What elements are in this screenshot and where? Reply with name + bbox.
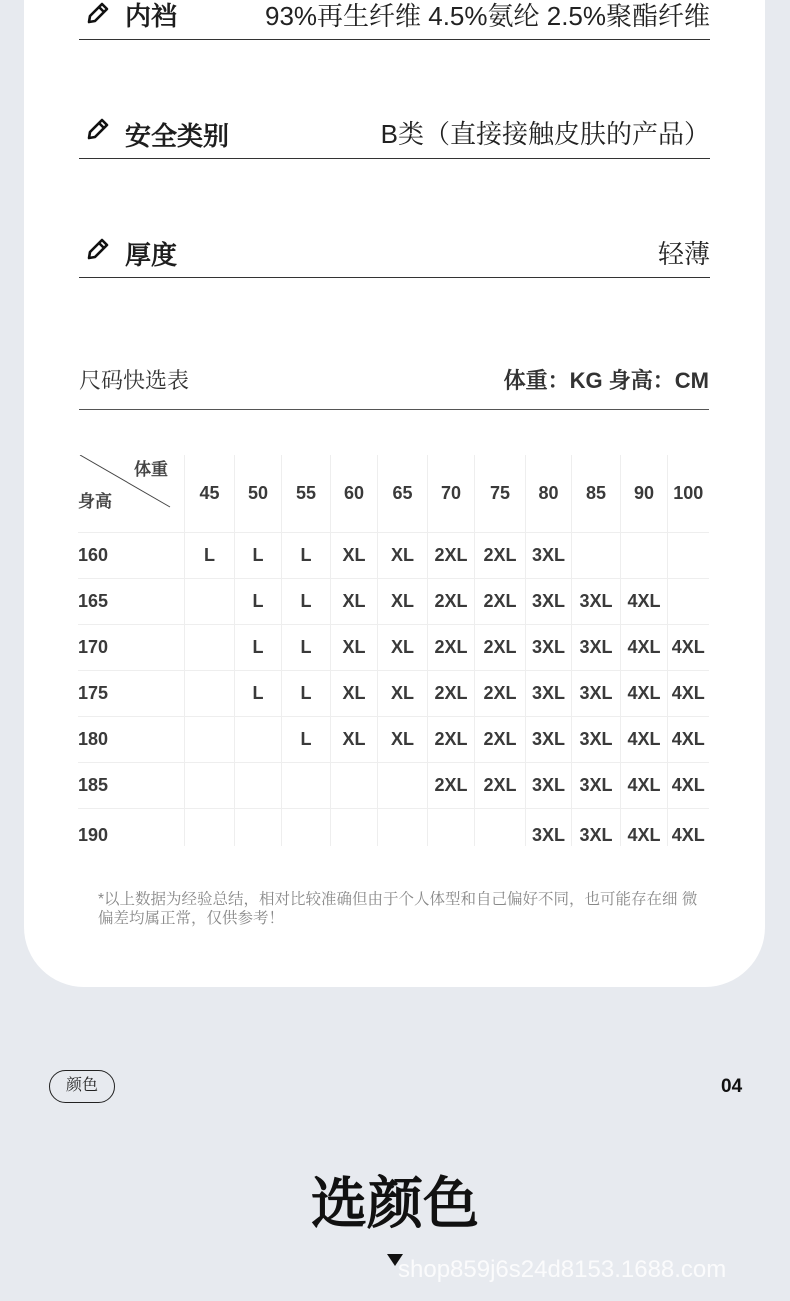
spec-label: 厚度 (125, 240, 178, 270)
height-cell: 165 (78, 579, 185, 625)
size-cell (185, 671, 235, 717)
weight-col-header: 70 (428, 455, 475, 533)
size-cell: 3XL (572, 717, 621, 763)
size-row (78, 533, 709, 579)
size-cell (235, 763, 282, 809)
weight-col-header: 50 (235, 455, 282, 533)
size-cell: XL (378, 671, 428, 717)
size-cell (185, 579, 235, 625)
pencil-icon (85, 116, 111, 142)
spec-label: 内裆 (125, 1, 178, 31)
size-chart-units: 体重：KG 身高：CM (503, 368, 709, 393)
weight-col-header: 60 (331, 455, 378, 533)
size-row (78, 625, 709, 671)
size-cell: 2XL (475, 533, 526, 579)
size-cell: 3XL (526, 533, 572, 579)
size-cell: 4XL (668, 763, 709, 809)
weight-col-header: 65 (378, 455, 428, 533)
size-cell (185, 809, 235, 847)
size-row (78, 671, 709, 717)
weight-col-header: 90 (621, 455, 668, 533)
size-cell: XL (331, 533, 378, 579)
size-cell: 4XL (621, 809, 668, 847)
size-cell: 3XL (526, 625, 572, 671)
size-cell (185, 625, 235, 671)
size-cell: L (235, 625, 282, 671)
size-cell: 2XL (428, 717, 475, 763)
size-cell: L (235, 579, 282, 625)
spec-row-lining (79, 0, 710, 40)
disclaimer-note: *以上数据为经验总结，相对比较准确但由于个人体型和自己偏好不同，也可能存在细 微偏差均属正常，仅供参考！ (98, 891, 698, 927)
size-cell: 2XL (428, 625, 475, 671)
size-cell (235, 809, 282, 847)
size-cell: L (235, 533, 282, 579)
size-cell: 4XL (621, 763, 668, 809)
size-cell: 2XL (475, 671, 526, 717)
weight-col-header: 80 (526, 455, 572, 533)
size-cell: L (235, 671, 282, 717)
size-cell: XL (378, 579, 428, 625)
spec-value: 轻薄 (657, 239, 710, 269)
size-cell: 2XL (428, 671, 475, 717)
size-cell: L (185, 533, 235, 579)
diagonal-header-cell (78, 455, 185, 533)
weight-col-header: 100 (668, 455, 709, 533)
height-cell: 190 (78, 825, 109, 845)
size-cell: 4XL (668, 671, 709, 717)
size-cell: 3XL (572, 763, 621, 809)
height-cell: 175 (78, 671, 185, 717)
size-cell: 4XL (621, 579, 668, 625)
weight-col-header: 55 (282, 455, 331, 533)
size-cell: XL (331, 579, 378, 625)
size-cell: 3XL (526, 717, 572, 763)
size-cell (331, 809, 378, 847)
section-title: 选颜色 (311, 1172, 479, 1235)
size-cell: 4XL (621, 717, 668, 763)
height-header: 身高 (78, 492, 112, 511)
size-cell: XL (378, 717, 428, 763)
size-cell: XL (331, 717, 378, 763)
spec-value: 93%再生纤维 4.5%氨纶 2.5%聚酯纤维 (264, 1, 710, 31)
page-number: 04 (721, 1076, 743, 1097)
size-cell: 4XL (668, 717, 709, 763)
size-cell (282, 809, 331, 847)
size-cell: L (282, 625, 331, 671)
size-cell (428, 809, 475, 847)
size-cell (331, 763, 378, 809)
size-cell: XL (378, 625, 428, 671)
height-cell: 180 (78, 717, 185, 763)
weight-header: 体重 (134, 460, 168, 479)
size-cell: 3XL (526, 809, 572, 847)
size-chart-header-row (78, 455, 709, 533)
size-cell: L (282, 671, 331, 717)
size-row (78, 763, 709, 809)
size-row (78, 717, 709, 763)
spec-row-safety (79, 110, 710, 159)
size-cell (668, 533, 709, 579)
size-cell: 4XL (621, 671, 668, 717)
section-chip: 颜色 (49, 1070, 115, 1103)
size-cell: 3XL (526, 671, 572, 717)
size-cell: 2XL (475, 717, 526, 763)
height-cell: 160 (78, 533, 185, 579)
pencil-icon (85, 236, 111, 262)
size-cell: 2XL (475, 579, 526, 625)
size-cell (621, 533, 668, 579)
size-cell: 2XL (428, 533, 475, 579)
size-cell (378, 809, 428, 847)
spec-value: B类（直接接触皮肤的产品） (380, 119, 710, 149)
size-cell (668, 579, 709, 625)
spec-label: 安全类别 (125, 121, 230, 151)
size-cell (378, 763, 428, 809)
pencil-icon (85, 0, 111, 26)
weight-col-header: 45 (185, 455, 235, 533)
size-cell: 3XL (572, 809, 621, 847)
size-cell (282, 763, 331, 809)
size-cell: L (282, 717, 331, 763)
size-row (78, 579, 709, 625)
size-cell: 3XL (526, 579, 572, 625)
watermark: shop859j6s24d8153.1688.com (398, 1256, 727, 1283)
size-cell (572, 533, 621, 579)
size-cell: 3XL (572, 579, 621, 625)
size-cell: XL (331, 671, 378, 717)
size-cell: XL (378, 533, 428, 579)
size-cell (235, 717, 282, 763)
size-cell: XL (331, 625, 378, 671)
weight-col-header: 75 (475, 455, 526, 533)
size-row (78, 809, 709, 847)
size-chart-header (79, 360, 709, 410)
size-cell: L (282, 579, 331, 625)
size-cell: 2XL (475, 625, 526, 671)
size-cell: 4XL (621, 625, 668, 671)
weight-col-header: 85 (572, 455, 621, 533)
size-chart-title: 尺码快选表 (79, 368, 190, 393)
size-cell: 3XL (526, 763, 572, 809)
height-cell: 170 (78, 625, 185, 671)
size-cell: L (282, 533, 331, 579)
size-cell: 3XL (572, 671, 621, 717)
size-cell: 2XL (475, 763, 526, 809)
size-cell (185, 763, 235, 809)
size-cell: 3XL (572, 625, 621, 671)
size-cell: 4XL (668, 809, 709, 847)
size-cell (185, 717, 235, 763)
size-cell (475, 809, 526, 847)
size-cell: 2XL (428, 763, 475, 809)
size-cell: 2XL (428, 579, 475, 625)
height-cell: 185 (78, 763, 185, 809)
spec-row-thickness (79, 230, 710, 278)
size-chart-table (78, 455, 709, 846)
size-cell: 4XL (668, 625, 709, 671)
